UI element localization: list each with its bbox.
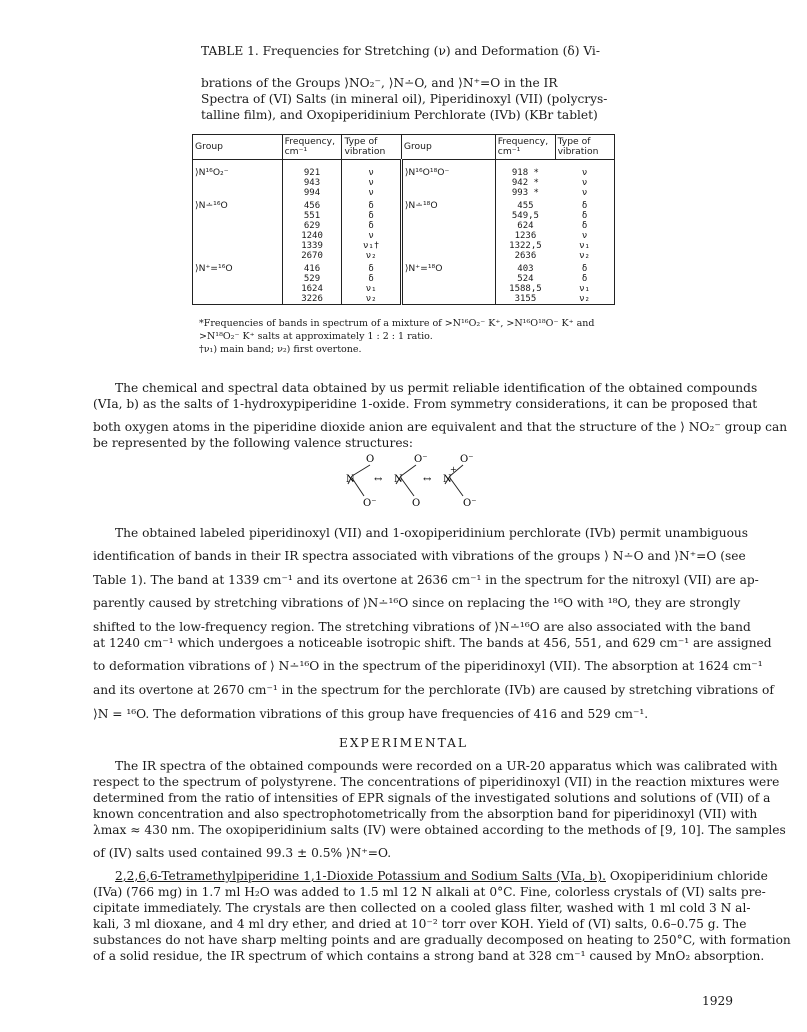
table-row [193,178,615,188]
structure-o-bot-right: O⁻ [463,498,477,509]
frequency-cell: 1624 [282,284,342,294]
paragraph-3-line-2: respect to the spectrum of polystyrene. The concentrations of piperidinoxyl (VII) in the reaction mixtures were [93,775,780,789]
group-cell [401,188,495,198]
group-cell: ⟩N⁺=¹⁸O [401,261,495,274]
frequency-cell: 1236 [495,231,555,241]
header-type-1: Type of vibration [342,135,401,160]
header-frequency-1: Frequency, cm⁻¹ [282,135,342,160]
table-footnote-2: >N¹⁸O₂⁻ K⁺ salts at approximately 1 : 2 : 1 ratio. [199,331,433,342]
group-cell: ⟩N⁺=¹⁶O [193,261,283,274]
frequency-cell: 403 [495,261,555,274]
vibration-type-cell: δ [555,211,614,221]
frequency-cell: 551 [282,211,342,221]
table-row [193,294,615,305]
table-caption-line-1: TABLE 1. Frequencies for Stretching (ν) and Deformation (δ) Vi- [201,44,600,58]
frequency-cell: 993 * [495,188,555,198]
table-row [193,188,615,198]
group-cell [401,274,495,284]
group-cell [193,178,283,188]
vibration-type-cell: ν [342,231,401,241]
vibration-type-cell: ν₂ [342,294,401,305]
table-header-row [193,135,615,160]
frequency-cell: 921 [282,160,342,179]
group-cell [193,241,283,251]
frequency-cell: 1322,5 [495,241,555,251]
structure-arrow-1: ↔ [374,474,383,485]
structure-n-left: N [346,474,355,485]
header-frequency-2: Frequency, cm⁻¹ [495,135,555,160]
vibration-type-cell: ν₂ [342,251,401,261]
group-cell [193,211,283,221]
group-cell [193,284,283,294]
procedure-title: 2,2,6,6-Tetramethylpiperidine 1,1-Dioxide Potassium and Sodium Salts (VIa, b). [115,869,606,883]
frequency-cell: 629 [282,221,342,231]
paragraph-2-line-2: identification of bands in their IR spectra associated with vibrations of the groups ⟩ N∸O and ⟩N⁺=O (see [93,549,746,563]
group-cell [401,251,495,261]
paragraph-4-line-1 [115,868,768,884]
header-group-2: Group [401,135,495,160]
vibration-type-cell: δ [555,274,614,284]
group-cell [401,178,495,188]
structure-n-mid: N [394,474,403,485]
frequency-table [192,134,615,305]
paragraph-1-line-4: be represented by the following valence structures: [93,436,413,450]
vibration-type-cell: ν₂ [555,294,614,305]
table-row [193,221,615,231]
header-group-1: Group [193,135,283,160]
group-cell [401,284,495,294]
paragraph-2-line-1: The obtained labeled piperidinoxyl (VII) and 1-oxopiperidinium perchlorate (IVb) permit unambiguous [115,526,749,540]
paragraph-3-line-5: λmax ≈ 430 nm. The oxopiperidinium salts (IV) were obtained according to the methods of [9, 10]. The samples [93,823,786,837]
frequency-cell: 1588,5 [495,284,555,294]
group-cell [193,251,283,261]
frequency-cell: 918 * [495,160,555,179]
table-row [193,284,615,294]
paragraph-3-line-6: of (IV) salts used contained 99.3 ± 0.5% ⟩N⁺=O. [93,846,392,860]
paragraph-2-line-3: Table 1). The band at 1339 cm⁻¹ and its overtone at 2636 cm⁻¹ in the spectrum for the nitroxyl (VII) are ap- [93,573,759,587]
frequency-cell: 942 * [495,178,555,188]
group-cell [401,294,495,305]
frequency-cell: 416 [282,261,342,274]
frequency-cell: 1339 [282,241,342,251]
vibration-type-cell: δ [342,261,401,274]
paragraph-1-line-2: (VIa, b) as the salts of 1-hydroxypiperidine 1-oxide. From symmetry considerations, it can be proposed that [93,397,758,411]
structure-o-top-left: O [366,454,375,465]
table-row [193,160,615,179]
table-caption-line-2: brations of the Groups ⟩NO₂⁻, ⟩N∸O, and ⟩N⁺=O in the IR [201,76,558,90]
group-cell [401,211,495,221]
vibration-type-cell: δ [555,261,614,274]
vibration-type-cell: δ [342,274,401,284]
frequency-cell: 455 [495,198,555,211]
paragraph-4-line-4: kali, 3 ml dioxane, and 4 ml dry ether, and dried at 10⁻² torr over KOH. Yield of (VI) salts, 0.6–0.75 g. The [93,917,747,931]
vibration-type-cell: δ [342,211,401,221]
paragraph-2-line-6: at 1240 cm⁻¹ which undergoes a noticeable isotropic shift. The bands at 456, 551, and 629 cm⁻¹ are assigned [93,636,772,650]
structure-o-top-mid: O⁻ [414,454,428,465]
vibration-type-cell: ν [342,178,401,188]
group-cell: ⟩N∸¹⁶O [193,198,283,211]
vibration-type-cell: ν₂ [555,251,614,261]
group-cell [401,221,495,231]
frequency-cell: 624 [495,221,555,231]
group-cell [193,274,283,284]
header-type-2: Type of vibration [555,135,614,160]
group-cell: ⟩N¹⁶O₂⁻ [193,160,283,179]
paragraph-4-line-3: cipitate immediately. The crystals are then collected on a cooled glass filter, washed with 1 ml cold 3 N al- [93,901,751,915]
paragraph-4-line-5: substances do not have sharp melting points and are gradually decomposed on heating to 250°C, with formation [93,933,791,947]
frequency-cell: 529 [282,274,342,284]
paragraph-2-line-5: shifted to the low-frequency region. The stretching vibrations of ⟩N∸¹⁶O are also associated with the band [93,620,751,634]
group-cell: ⟩N∸¹⁸O [401,198,495,211]
group-cell: ⟩N¹⁶O¹⁸O⁻ [401,160,495,179]
vibration-type-cell: ν₁ [555,241,614,251]
table-caption-line-3: Spectra of (VI) Salts (in mineral oil), Piperidinoxyl (VII) (polycrys- [201,92,608,106]
vibration-type-cell: δ [555,198,614,211]
table-footnote-3: †ν₁) main band; ν₂) first overtone. [199,344,362,355]
valence-structures-diagram [330,452,500,512]
vibration-type-cell: ν [555,188,614,198]
group-cell [193,294,283,305]
vibration-type-cell: ν [555,231,614,241]
page-number: 1929 [702,994,734,1008]
vibration-type-cell: ν₁† [342,241,401,251]
paragraph-2-line-4: parently caused by stretching vibrations of ⟩N∸¹⁶O since on replacing the ¹⁶O with ¹⁸O, they are strongly [93,596,741,610]
paragraph-4-line-2: (IVa) (766 mg) in 1.7 ml H₂O was added to 1.5 ml 12 N alkali at 0°C. Fine, colorless crystals of (VI) salts pre- [93,885,766,899]
vibration-type-cell: ν₁ [555,284,614,294]
structure-n-right: N [443,474,452,485]
group-cell [401,241,495,251]
paragraph-1-line-3: both oxygen atoms in the piperidine dioxide anion are equivalent and that the structure of the ⟩ NO₂⁻ group can [93,420,788,434]
frequency-cell: 3226 [282,294,342,305]
paragraph-3-line-1: The IR spectra of the obtained compounds were recorded on a UR-20 apparatus which was calibrated with [115,759,778,773]
frequency-cell: 2636 [495,251,555,261]
vibration-type-cell: ν [342,160,401,179]
vibration-type-cell: ν [342,188,401,198]
group-cell [193,221,283,231]
frequency-cell: 994 [282,188,342,198]
table-row [193,251,615,261]
frequency-cell: 3155 [495,294,555,305]
vibration-type-cell: ν [555,178,614,188]
paragraph-2-line-7: to deformation vibrations of ⟩ N∸¹⁶O in the spectrum of the piperidinoxyl (VII). The absorption at 1624 cm⁻¹ [93,659,763,673]
vibration-type-cell: ν₁ [342,284,401,294]
table-row [193,211,615,221]
structure-o-top-right: O⁻ [460,454,474,465]
structure-o-bot-mid: O [412,498,421,509]
group-cell [401,231,495,241]
frequency-cell: 524 [495,274,555,284]
vibration-type-cell: δ [342,221,401,231]
structure-o-bot-left: O⁻ [363,498,377,509]
frequency-cell: 943 [282,178,342,188]
table-caption-line-4: talline film), and Oxopiperidinium Perchlorate (IVb) (KBr tablet) [201,108,598,122]
frequency-cell: 549,5 [495,211,555,221]
vibration-type-cell: δ [342,198,401,211]
paragraph-4-line-1-rest: Oxopiperidinium chloride [605,869,768,883]
vibration-type-cell: ν [555,160,614,179]
paragraph-4-line-6: of a solid residue, the IR spectrum of which contains a strong band at 328 cm⁻¹ caused by MnO₂ absorption. [93,949,765,963]
frequency-cell: 2670 [282,251,342,261]
paragraph-3-line-3: determined from the ratio of intensities of EPR signals of the investigated solutions and solutions of (VII) of a [93,791,771,805]
paragraph-2-line-8: and its overtone at 2670 cm⁻¹ in the spectrum for the perchlorate (IVb) are caused by stretching vibrations of [93,683,774,697]
group-cell [193,188,283,198]
frequency-cell: 1240 [282,231,342,241]
table-row [193,241,615,251]
paragraph-1-line-1: The chemical and spectral data obtained by us permit reliable identification of the obtained compounds [115,381,758,395]
group-cell [193,231,283,241]
table-row [193,198,615,211]
structure-arrow-2: ↔ [423,474,432,485]
table-row [193,231,615,241]
table-row [193,261,615,274]
structure-plus-sign: + [450,465,457,474]
paragraph-3-line-4: known concentration and also spectrophotometrically from the absorption band for piperidinoxyl (VII) with [93,807,758,821]
vibration-type-cell: δ [555,221,614,231]
frequency-cell: 456 [282,198,342,211]
section-heading-experimental: EXPERIMENTAL [338,736,469,750]
paragraph-2-line-9: ⟩N = ¹⁶O. The deformation vibrations of this group have frequencies of 416 and 529 cm⁻¹. [93,707,649,721]
table-row [193,274,615,284]
table-footnote-1: *Frequencies of bands in spectrum of a mixture of >N¹⁶O₂⁻ K⁺, >N¹⁶O¹⁸O⁻ K⁺ and [199,318,595,329]
